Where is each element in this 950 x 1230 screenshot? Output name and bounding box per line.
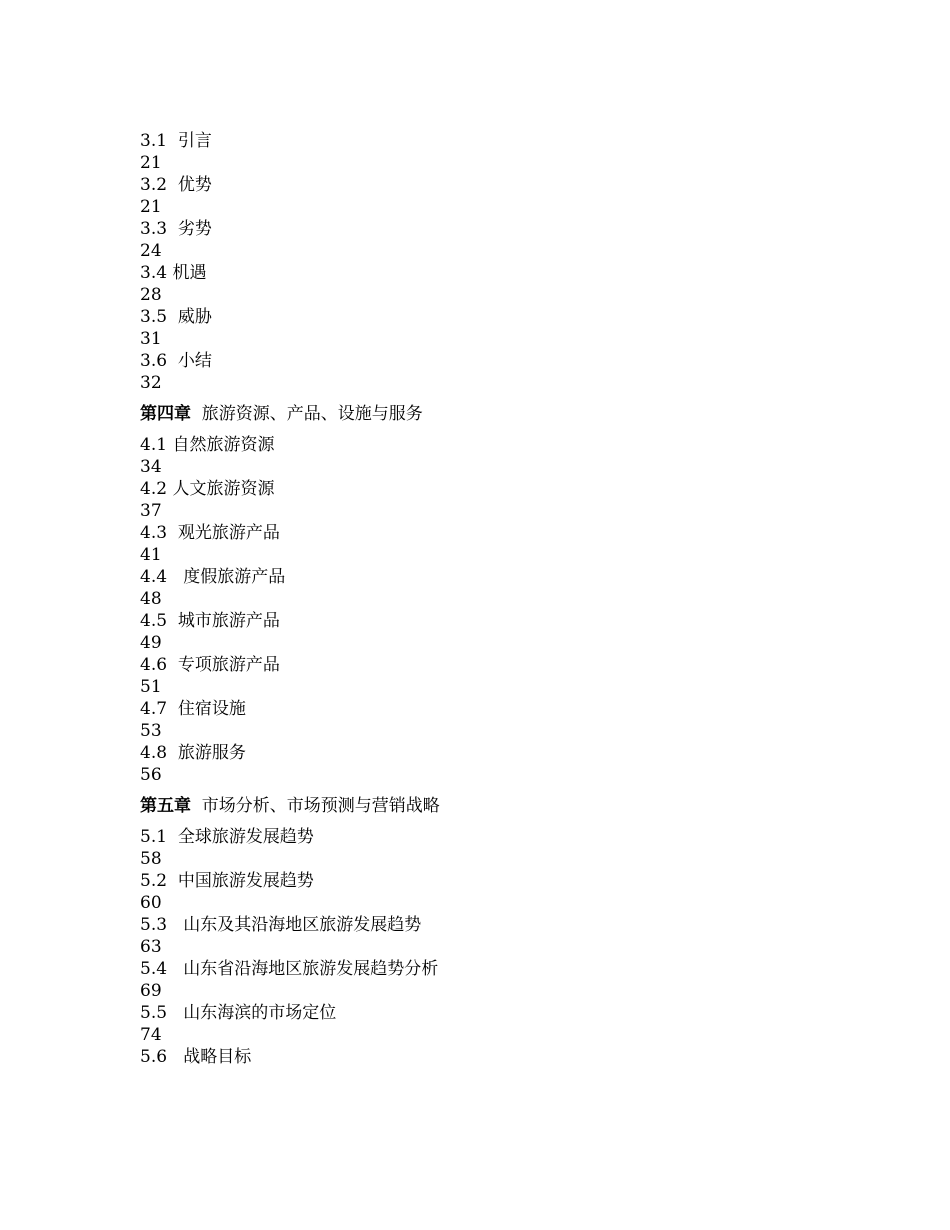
- toc-entry-title: 4.3 观光旅游产品: [140, 523, 280, 543]
- toc-entry-title: 5.3 山东及其沿海地区旅游发展趋势: [140, 915, 422, 935]
- toc-entry-title: 3.1 引言: [140, 131, 212, 151]
- toc-entry-title: 3.5 威胁: [140, 307, 212, 327]
- toc-entry-title: 5.5 山东海滨的市场定位: [140, 1003, 337, 1023]
- toc-entry-title: 4.8 旅游服务: [140, 743, 246, 763]
- toc-entry-page: 69: [140, 981, 162, 1001]
- toc-entry-page: 24: [140, 241, 162, 261]
- toc-entry-page: 28: [140, 285, 162, 305]
- chapter-5-heading: [140, 795, 900, 817]
- toc-entry-title: 5.2 中国旅游发展趋势: [140, 871, 314, 891]
- toc-section-5: [140, 826, 900, 1068]
- toc-entry-page: 41: [140, 545, 162, 565]
- chapter-title: 市场分析、市场预测与营销战略: [191, 796, 440, 816]
- toc-entry-page: 21: [140, 197, 162, 217]
- toc-entry-title: 5.4 山东省沿海地区旅游发展趋势分析: [140, 959, 439, 979]
- toc-entry-page: 32: [140, 373, 162, 393]
- toc-entry-title: 3.6 小结: [140, 351, 212, 371]
- toc-entry-title: 4.6 专项旅游产品: [140, 655, 280, 675]
- chapter-label: 第五章: [140, 796, 191, 816]
- toc-entry-page: 51: [140, 677, 162, 697]
- toc-entry-title: 3.3 劣势: [140, 219, 212, 239]
- toc-entry-title: 4.2 人文旅游资源: [140, 479, 275, 499]
- chapter-title: 旅游资源、产品、设施与服务: [191, 404, 423, 424]
- toc-page: [140, 130, 900, 1068]
- toc-entry-title: 4.4 度假旅游产品: [140, 567, 286, 587]
- chapter-4-heading: [140, 403, 900, 425]
- toc-entry-title: 3.2 优势: [140, 175, 212, 195]
- toc-entry-page: 37: [140, 501, 162, 521]
- toc-entry-page: 58: [140, 849, 162, 869]
- toc-entry-page: 48: [140, 589, 162, 609]
- toc-entry-title: 5.6 战略目标: [140, 1047, 252, 1067]
- toc-section-4: [140, 434, 900, 786]
- toc-entry-page: 63: [140, 937, 162, 957]
- chapter-label: 第四章: [140, 404, 191, 424]
- toc-entry-title: 5.1 全球旅游发展趋势: [140, 827, 314, 847]
- toc-entry-page: 74: [140, 1025, 162, 1045]
- toc-entry-page: 34: [140, 457, 162, 477]
- toc-entry-page: 53: [140, 721, 162, 741]
- toc-entry-title: 4.5 城市旅游产品: [140, 611, 280, 631]
- toc-entry-page: 21: [140, 153, 162, 173]
- toc-entry-page: 60: [140, 893, 162, 913]
- toc-entry-title: 3.4 机遇: [140, 263, 207, 283]
- toc-entry-title: 4.7 住宿设施: [140, 699, 246, 719]
- toc-entry-page: 31: [140, 329, 162, 349]
- toc-entry-title: 4.1 自然旅游资源: [140, 435, 275, 455]
- toc-entry-page: 56: [140, 765, 162, 785]
- toc-section-3: [140, 130, 900, 394]
- toc-entry-page: 49: [140, 633, 162, 653]
